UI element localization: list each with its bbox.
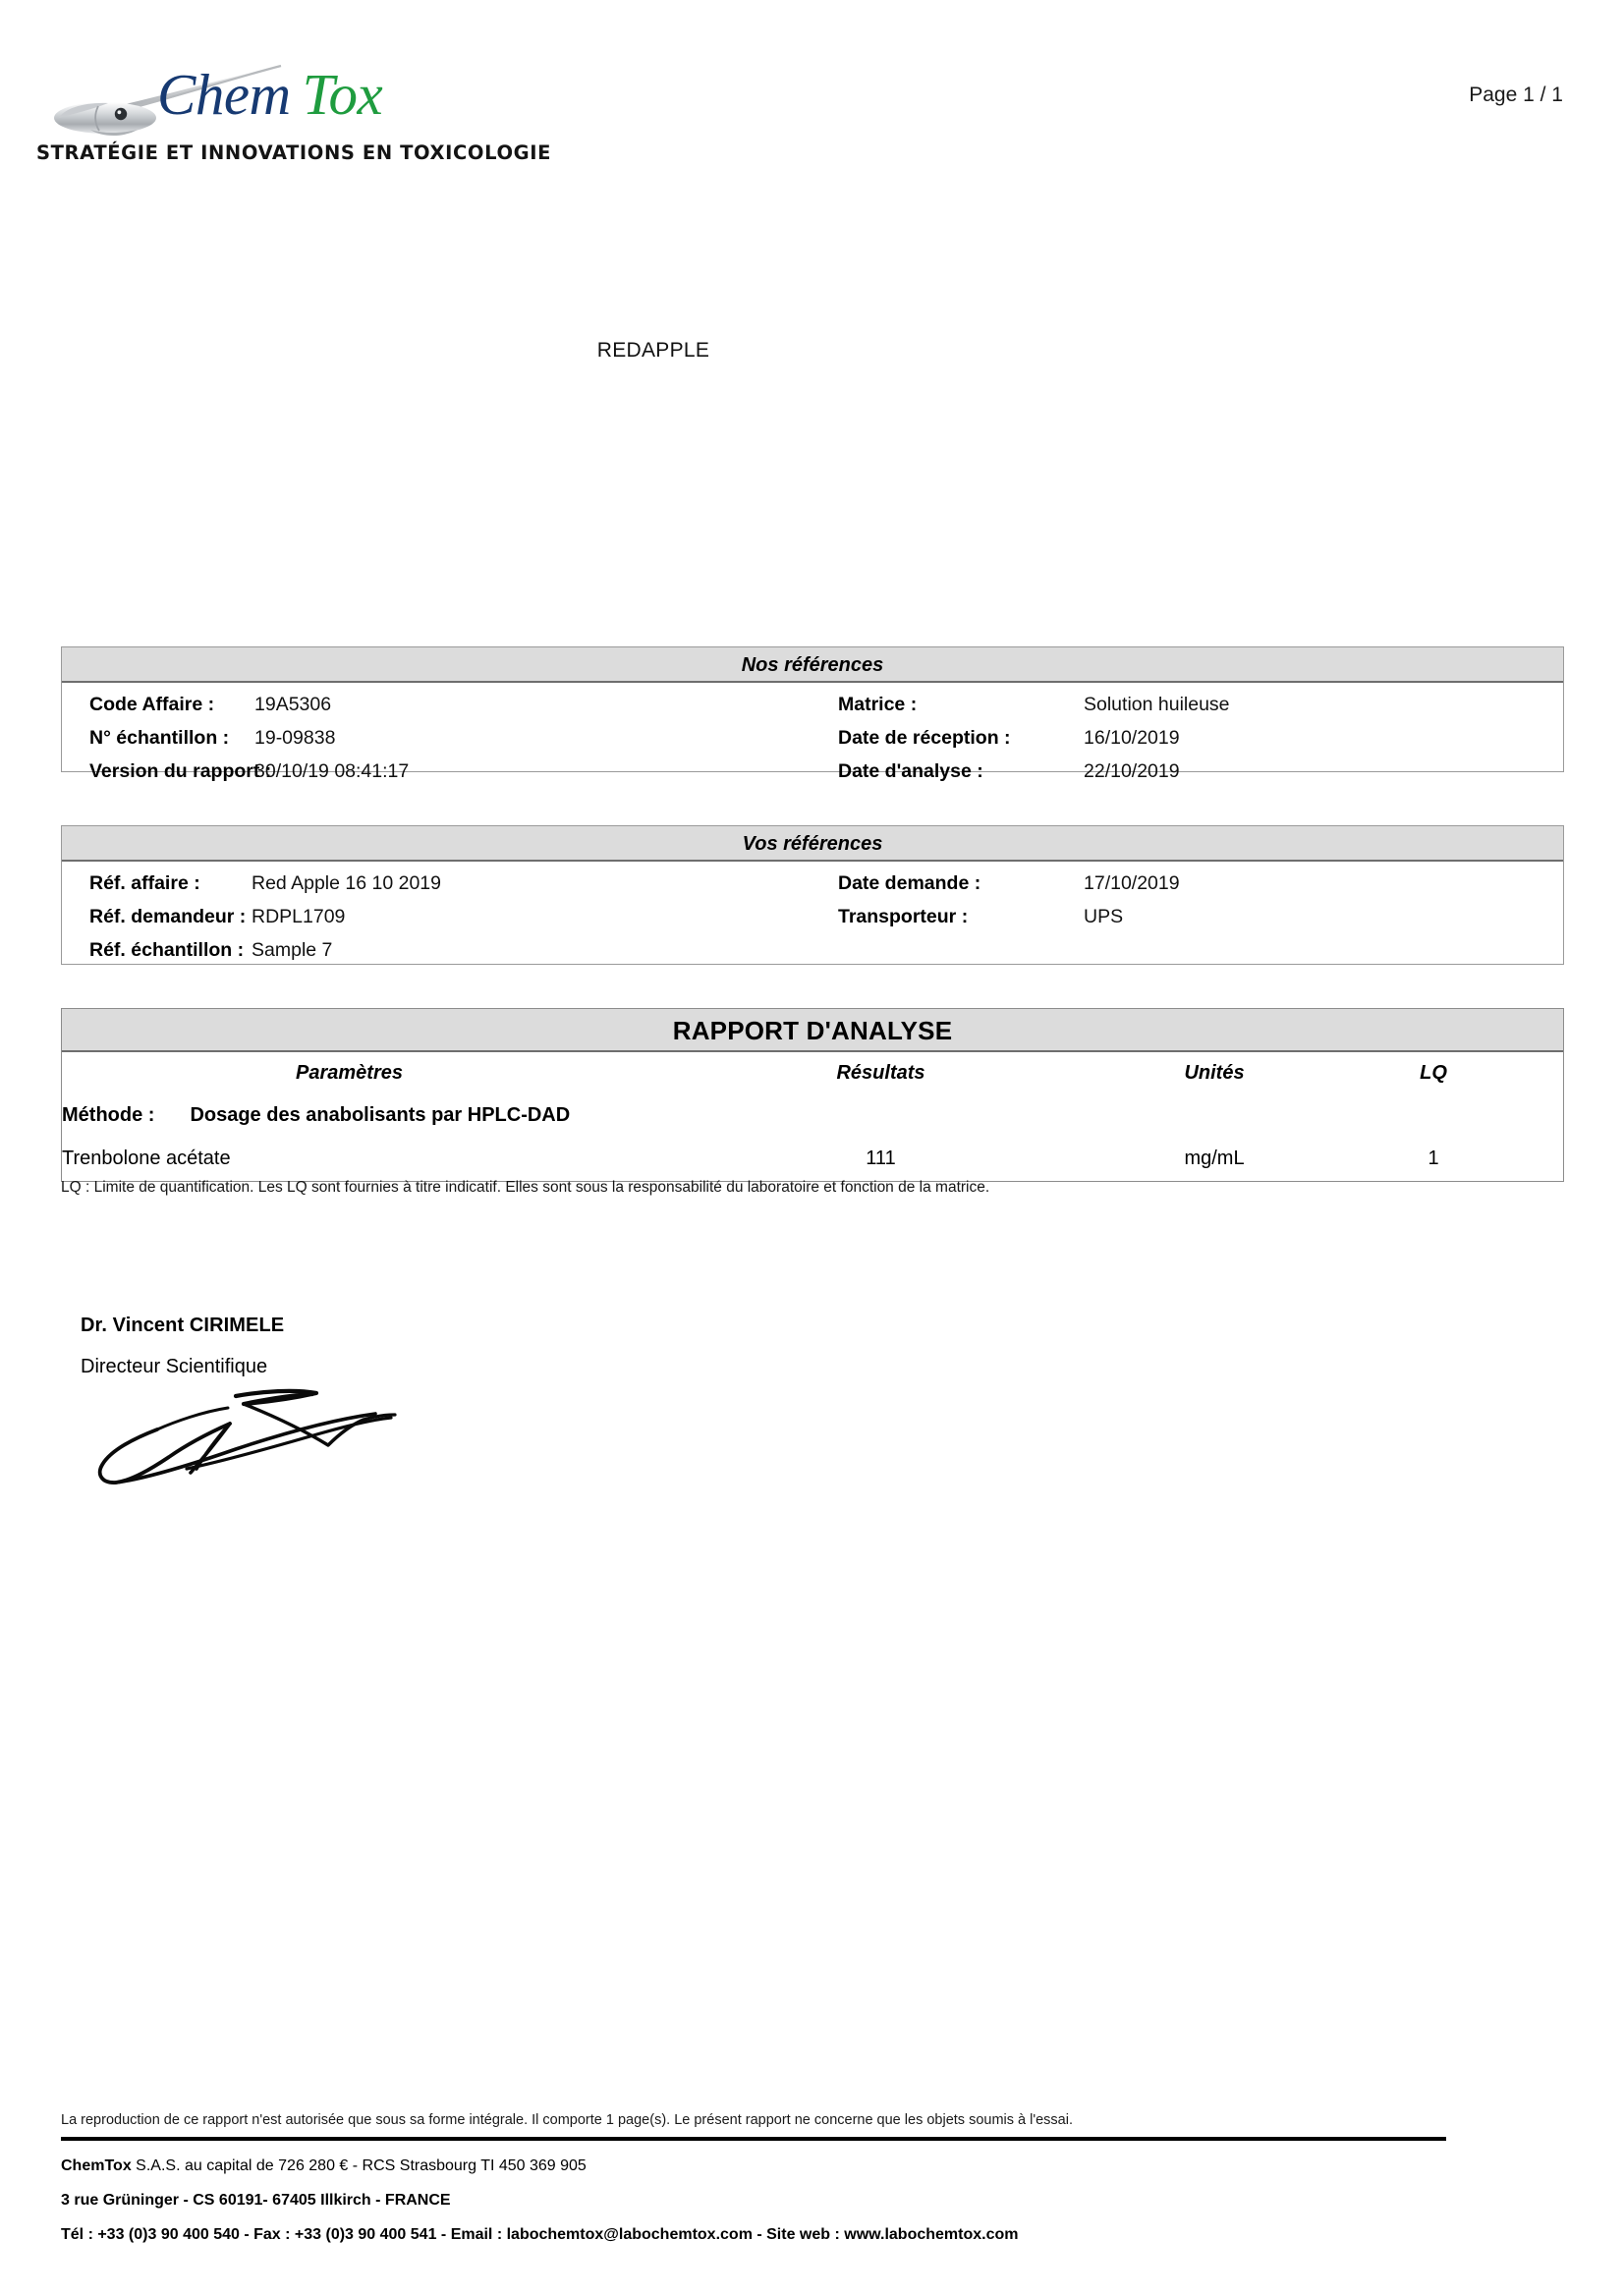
- field-value: 22/10/2019: [1084, 760, 1180, 782]
- table-row: [62, 1136, 1563, 1181]
- method-value: Dosage des anabolisants par HPLC-DAD: [190, 1103, 571, 1126]
- field-numero-echantillon: [89, 727, 335, 750]
- footer-contact-line: Tél : +33 (0)3 90 400 540 - Fax : +33 (0)3 90 400 541 - Email : labochemtox@labochemtox.com - Site web : www.labochemtox.com: [61, 2226, 1019, 2243]
- cell-unite: mg/mL: [1184, 1147, 1245, 1169]
- rapport-title: RAPPORT D'ANALYSE: [62, 1009, 1563, 1052]
- nos-references-body: [62, 683, 1563, 782]
- signatory-name: Dr. Vincent CIRIMELE: [81, 1315, 285, 1336]
- field-value: RDPL1709: [252, 906, 346, 927]
- footer-company-details: S.A.S. au capital de 726 280 € - RCS Strasbourg TI 450 369 905: [131, 2157, 587, 2174]
- logo-wordmark: [157, 61, 382, 129]
- field-label: Réf. affaire :: [89, 872, 200, 894]
- field-label: Code Affaire :: [89, 694, 215, 715]
- field-matrice: [838, 694, 1230, 716]
- field-value: Sample 7: [252, 939, 333, 961]
- vos-references-body: [62, 862, 1563, 964]
- signatory-role: Directeur Scientifique: [81, 1356, 268, 1377]
- cell-resultat: 111: [866, 1147, 896, 1169]
- footer-address-line: 3 rue Grüninger - CS 60191- 67405 Illkirch - FRANCE: [61, 2192, 451, 2209]
- field-label: Date de réception :: [838, 727, 1011, 749]
- field-value: 30/10/19 08:41:17: [254, 760, 410, 782]
- logo-chem-text: Chem: [157, 62, 291, 127]
- lq-note: LQ : Limite de quantification. Les LQ sont fournies à titre indicatif. Elles sont sous la responsabilité du laboratoire et fonction de la matrice.: [61, 1179, 990, 1196]
- field-date-reception: [838, 727, 1180, 750]
- logo-tagline: STRATÉGIE ET INNOVATIONS EN TOXICOLOGIE: [36, 141, 552, 164]
- field-label: Matrice :: [838, 694, 918, 715]
- vos-references-title: Vos références: [62, 826, 1563, 862]
- field-label: N° échantillon :: [89, 727, 230, 749]
- column-header-unites: Unités: [1184, 1062, 1245, 1084]
- method-cell: [62, 1094, 1563, 1136]
- field-value: 19A5306: [254, 694, 332, 715]
- footer-company-name: ChemTox: [61, 2157, 132, 2174]
- field-code-affaire: [89, 694, 331, 716]
- cell-parametre: Trenbolone acétate: [62, 1147, 231, 1169]
- cell-lq: 1: [1428, 1147, 1439, 1169]
- field-label: Version du rapport :: [89, 760, 272, 782]
- chemtox-logo: [36, 51, 552, 194]
- rapport-analyse-panel: [61, 1008, 1564, 1182]
- field-ref-affaire: [89, 872, 441, 895]
- nos-references-panel: [61, 646, 1564, 782]
- field-label: Date d'analyse :: [838, 760, 983, 782]
- vos-references-panel: [61, 825, 1564, 965]
- field-label: Date demande :: [838, 872, 981, 894]
- logo-tox-text: Tox: [302, 62, 383, 127]
- field-label: Transporteur :: [838, 906, 969, 927]
- signature-block: [81, 1315, 493, 1502]
- nos-references-title: Nos références: [62, 647, 1563, 683]
- field-ref-echantillon: [89, 939, 332, 962]
- column-header-lq: LQ: [1420, 1062, 1447, 1084]
- field-value: Solution huileuse: [1084, 694, 1230, 715]
- footer-divider: [61, 2137, 1446, 2141]
- field-transporteur: [838, 906, 1123, 928]
- client-name: REDAPPLE: [596, 339, 710, 362]
- page-header: [0, 0, 1624, 226]
- field-value: 19-09838: [254, 727, 336, 749]
- field-label: Réf. demandeur :: [89, 906, 247, 927]
- page-footer: [61, 2112, 1564, 2244]
- field-value: Red Apple 16 10 2019: [252, 872, 442, 894]
- page-indicator: Page 1 / 1: [1469, 84, 1563, 106]
- results-table: [62, 1052, 1563, 1181]
- method-label: Méthode :: [62, 1103, 155, 1126]
- footer-company-line: [61, 2157, 1564, 2175]
- table-header-row: [62, 1052, 1563, 1094]
- field-value: UPS: [1084, 906, 1124, 927]
- field-value: 17/10/2019: [1084, 872, 1180, 894]
- method-row: [62, 1094, 1563, 1136]
- signature-icon: [81, 1384, 405, 1497]
- column-header-parametres: Paramètres: [296, 1062, 403, 1084]
- footer-disclaimer: La reproduction de ce rapport n'est autorisée que sous sa forme intégrale. Il comporte 1 page(s). Le présent rapport ne concerne que les objets soumis à l'essai.: [61, 2112, 1073, 2128]
- field-value: 16/10/2019: [1084, 727, 1180, 749]
- column-header-resultats: Résultats: [836, 1062, 925, 1084]
- field-date-analyse: [838, 760, 1180, 783]
- field-label: Réf. échantillon :: [89, 939, 245, 961]
- field-version-rapport: [89, 760, 409, 783]
- field-ref-demandeur: [89, 906, 345, 928]
- field-date-demande: [838, 872, 1180, 895]
